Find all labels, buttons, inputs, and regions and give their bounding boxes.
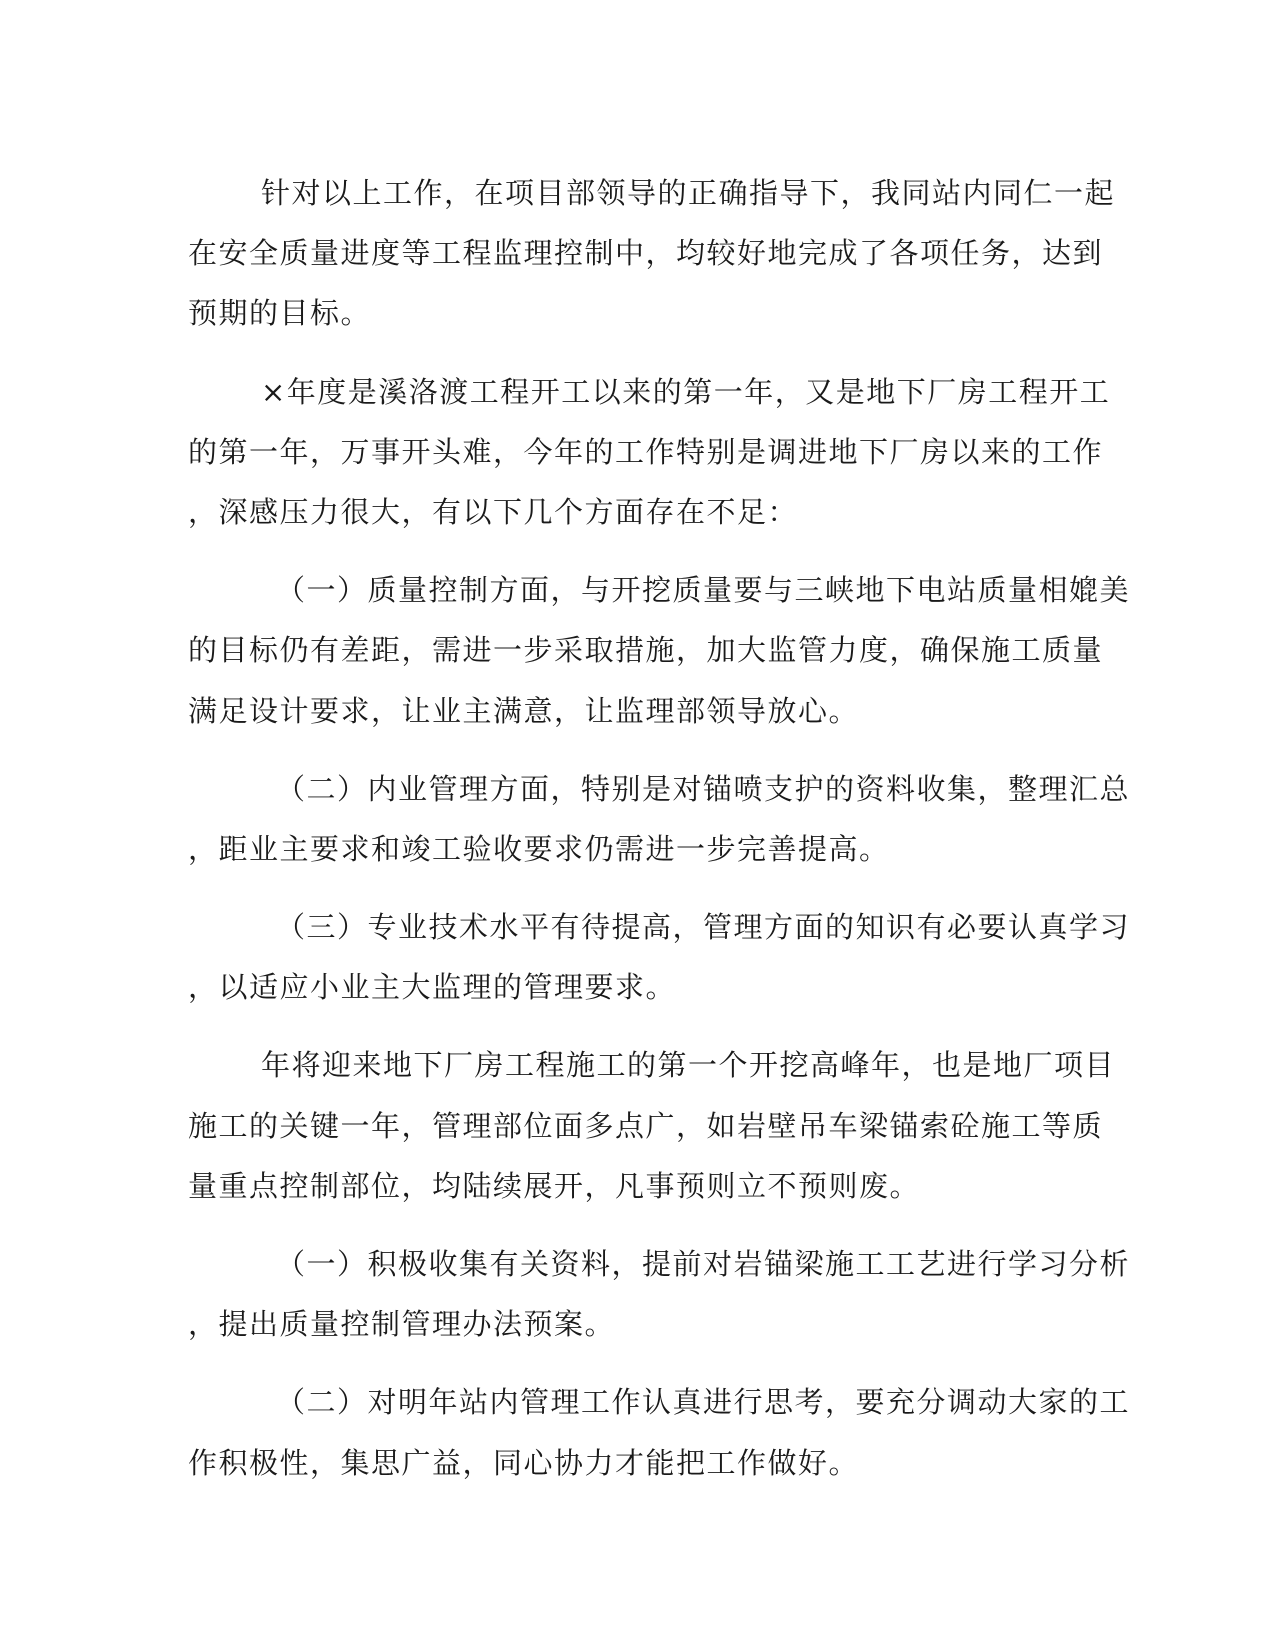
text-line: 满足设计要求，让业主满意，让监理部领导放心。 <box>188 693 860 728</box>
text-line: （二）内业管理方面，特别是对锚喷支护的资料收集，整理汇总 <box>276 771 1131 806</box>
text-line: （二）对明年站内管理工作认真进行思考，要充分调动大家的工 <box>276 1385 1131 1420</box>
paragraph <box>188 163 1116 344</box>
text-line: 的目标仍有差距，需进一步采取措施，加大监管力度，确保施工质量 <box>188 633 1104 668</box>
text-line: 的第一年，万事开头难，今年的工作特别是调进地下厂房以来的工作 <box>188 434 1104 469</box>
text-line: ，提出质量控制管理办法预案。 <box>188 1307 616 1342</box>
text-line: ，距业主要求和竣工验收要求仍需进一步完善提高。 <box>188 831 890 866</box>
paragraph <box>188 897 1131 1017</box>
paragraph <box>188 1035 1116 1216</box>
paragraph <box>188 560 1131 741</box>
text-line: ×年度是溪洛渡工程开工以来的第一年，又是地下厂房工程开工 <box>261 374 1111 409</box>
text-line: （一）积极收集有关资料，提前对岩锚梁施工工艺进行学习分析 <box>276 1247 1131 1281</box>
text-line: 预期的目标。 <box>188 296 372 331</box>
paragraph <box>188 759 1131 879</box>
text-line: 施工的关键一年，管理部位面多点广，如岩壁吊车梁锚索砼施工等质 <box>188 1108 1104 1143</box>
text-line: （一）质量控制方面，与开挖质量要与三峡地下电站质量相媲美 <box>276 573 1131 608</box>
text-line: ，以适应小业主大监理的管理要求。 <box>188 970 677 1005</box>
text-line: （三）专业技术水平有待提高，管理方面的知识有必要认真学习 <box>276 910 1131 945</box>
text-line: 在安全质量进度等工程监理控制中，均较好地完成了各项任务，达到 <box>188 236 1104 271</box>
paragraph <box>188 362 1111 543</box>
paragraph <box>188 1372 1131 1492</box>
text-line: ，深感压力很大，有以下几个方面存在不足： <box>188 494 799 529</box>
text-line: 针对以上工作，在项目部领导的正确指导下，我同站内同仁一起 <box>261 176 1116 210</box>
document-body <box>188 163 1131 1493</box>
text-line: 量重点控制部位，均陆续展开，凡事预则立不预则废。 <box>188 1168 921 1203</box>
text-line: 年将迎来地下厂房工程施工的第一个开挖高峰年，也是地厂项目 <box>261 1048 1116 1083</box>
text-line: 作积极性，集思广益，同心协力才能把工作做好。 <box>188 1445 860 1480</box>
paragraph <box>188 1234 1131 1354</box>
